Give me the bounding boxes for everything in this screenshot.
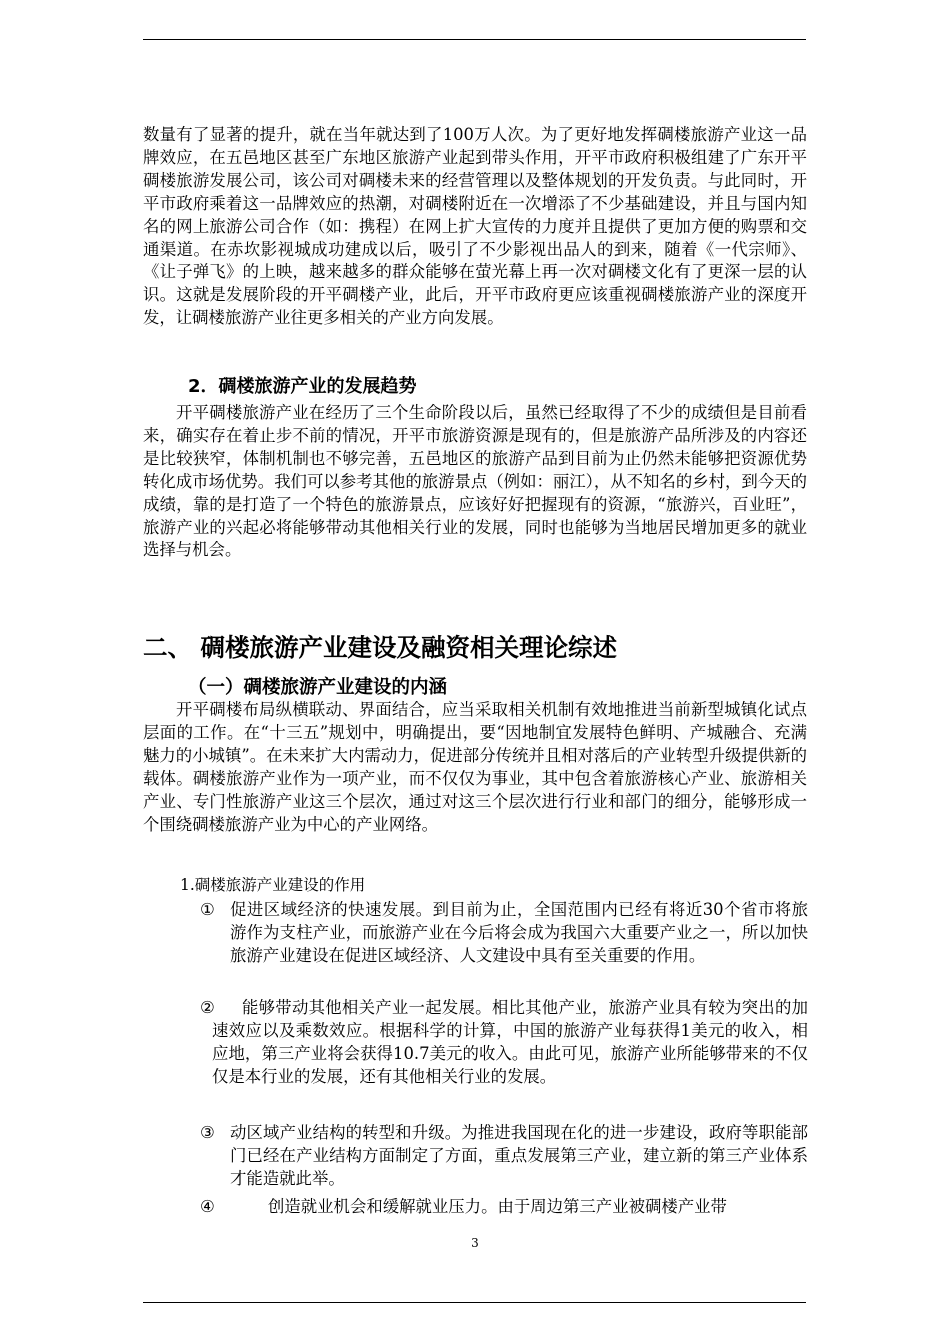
list-item xyxy=(200,899,808,968)
list-text: 创造就业机会和缓解就业压力。由于周边第三产业被碉楼产业带 xyxy=(268,1197,727,1216)
header-rule xyxy=(143,39,806,40)
chapter-heading: 二、 碉楼旅游产业建设及融资相关理论综述 xyxy=(143,633,618,662)
list-text: 促进区域经济的快速发展。到目前为止，全国范围内已经有将近30个省市将旅游作为支柱产业，而旅游产业在今后将会成为我国六大重要产业之一，所以加快旅游产业建设在促进区域经济、人文建设中具有至关重要的作用。 xyxy=(230,900,808,965)
body-paragraph: 数量有了显著的提升，就在当年就达到了100万人次。为了更好地发挥碉楼旅游产业这一品牌效应，在五邑地区甚至广东地区旅游产业起到带头作用，开平市政府积极组建了广东开平碉楼旅游发展公司，该公司对碉楼未来的经营管理以及整体规划的开发负责。与此同时，开平市政府乘着这一品牌效应的热潮，对碉楼附近在一次增添了不少基础建设，并且与国内知名的网上旅游公司合作（如：携程）在网上扩大宣传的力度并且提供了更加方便的购票和交通渠道。在赤坎影视城成功建成以后，吸引了不少影视出品人的到来，随着《一代宗师》、《让子弹飞》的上映，越来越多的群众能够在萤光幕上再一次对碉楼文化有了更深一层的认识。这就是发展阶段的开平碉楼产业，此后，开平市政府更应该重视碉楼旅游产业的深度开发，让碉楼旅游产业往更多相关的产业方向发展。 xyxy=(143,125,807,328)
page-number: 3 xyxy=(471,1236,479,1250)
list-number: ④ xyxy=(200,1197,215,1216)
list-number: ③ xyxy=(200,1123,215,1142)
subheading: 2．碉楼旅游产业的发展趋势 xyxy=(188,376,417,397)
item-heading: 1.碉楼旅游产业建设的作用 xyxy=(180,876,366,894)
section-heading: （一）碉楼旅游产业建设的内涵 xyxy=(188,677,448,698)
footer-rule xyxy=(143,1302,806,1303)
body-paragraph: 开平碉楼旅游产业在经历了三个生命阶段以后，虽然已经取得了不少的成绩但是目前看来，确实存在着止步不前的情况，开平市旅游资源是现有的，但是旅游产品所涉及的内容还是比较狭窄，体制机制也不够完善，五邑地区的旅游产品到目前为止仍然未能够把资源优势转化成市场优势。我们可以参考其他的旅游景点（例如：丽江），从不知名的乡村，到今天的成绩，靠的是打造了一个特色的旅游景点，应该好好把握现有的资源，“旅游兴，百业旺”，旅游产业的兴起必将能够带动其他相关行业的发展，同时也能够为当地居民增加更多的就业选择与机会。 xyxy=(143,403,807,560)
list-number: ① xyxy=(200,900,215,919)
list-number: ② xyxy=(200,998,215,1017)
list-item xyxy=(200,1196,808,1219)
body-paragraph: 开平碉楼布局纵横联动、界面结合，应当采取相关机制有效地推进当前新型城镇化试点层面的工作。在“十三五”规划中，明确提出，要“因地制宜发展特色鲜明、产城融合、充满魅力的小城镇”。在未来扩大内需动力，促进部分传统并且相对落后的产业转型升级提供新的载体。碉楼旅游产业作为一项产业，而不仅仅为事业，其中包含着旅游核心产业、旅游相关产业、专门性旅游产业这三个层次，通过对这三个层次进行行业和部门的细分，能够形成一个围绕碉楼旅游产业为中心的产业网络。 xyxy=(143,700,808,834)
list-text: 动区域产业结构的转型和升级。为推进我国现在化的进一步建设，政府等职能部门已经在产业结构方面制定了方面，重点发展第三产业，建立新的第三产业体系才能造就此举。 xyxy=(230,1123,808,1188)
list-text: 能够带动其他相关产业一起发展。相比其他产业，旅游产业具有较为突出的加速效应以及乘数效应。根据科学的计算，中国的旅游产业每获得1美元的收入，相应地，第三产业将会获得10.7美元的收入。由此可见，旅游产业所能够带来的不仅仅是本行业的发展，还有其他相关行业的发展。 xyxy=(212,998,808,1086)
list-item xyxy=(200,997,808,1089)
list-item xyxy=(200,1122,808,1191)
